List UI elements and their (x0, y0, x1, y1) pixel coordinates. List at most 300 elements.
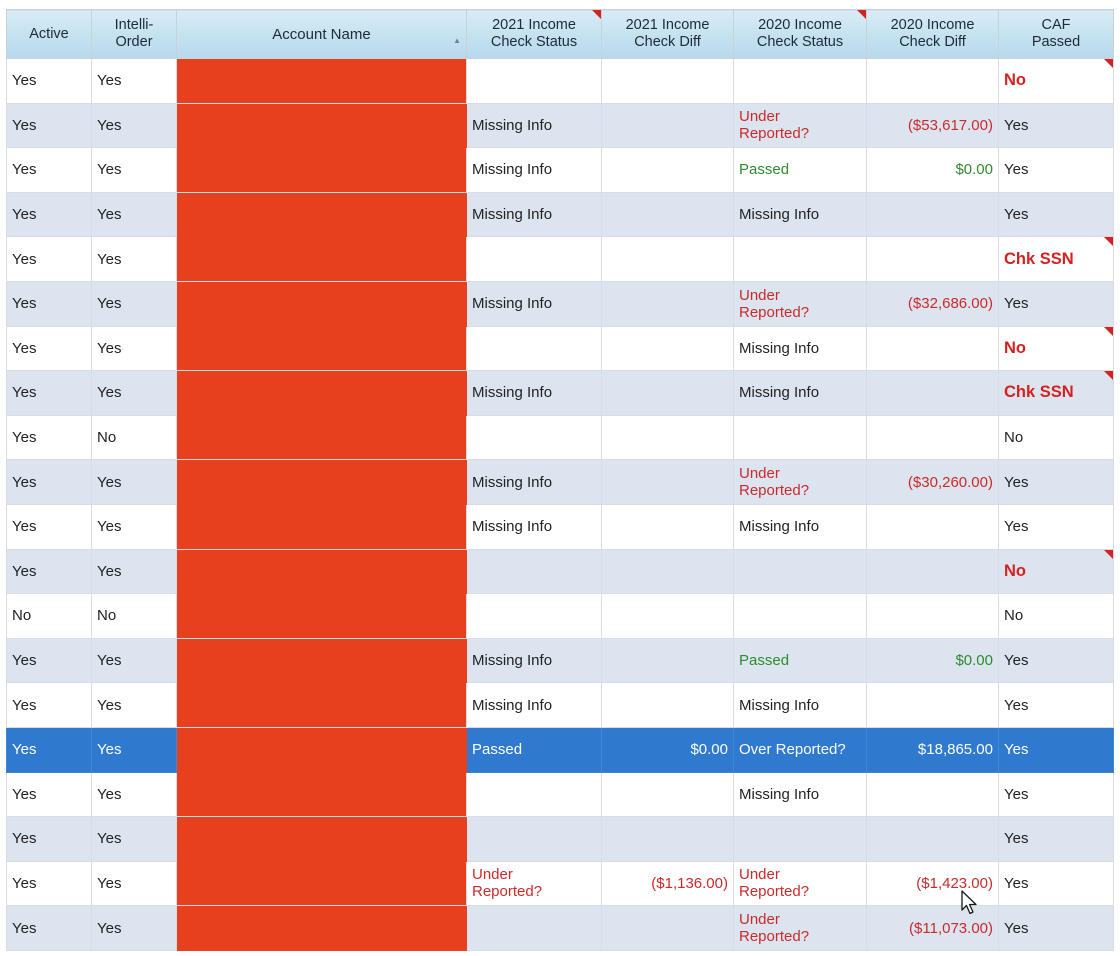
income-2021-status-cell[interactable] (467, 103, 602, 148)
intelli-order-cell-value: Yes (97, 652, 122, 670)
income-2021-status-cell-value: Missing Info (472, 384, 553, 402)
active-cell-value: Yes (12, 919, 37, 937)
table-row[interactable] (7, 817, 1114, 862)
income-2020-diff-cell[interactable] (867, 148, 999, 193)
table-row-selected[interactable] (7, 727, 1114, 772)
income-2020-status-cell[interactable] (734, 460, 867, 505)
caf-passed-cell-value: No (1004, 429, 1024, 447)
caf-passed-cell[interactable] (999, 237, 1114, 282)
income-2020-status-cell[interactable] (734, 192, 867, 237)
income-2020-diff-cell[interactable] (867, 326, 999, 371)
income-2020-status-cell[interactable] (734, 906, 867, 951)
caf-passed-cell[interactable] (999, 371, 1114, 416)
caf-passed-cell-value: No (1004, 561, 1026, 580)
income-2020-diff-cell[interactable] (867, 727, 999, 772)
income-2020-status-cell[interactable] (734, 861, 867, 906)
intelli-order-cell[interactable] (92, 727, 177, 772)
income-2020-status-cell-value: Missing Info (739, 206, 820, 224)
income-2020-status-cell[interactable] (734, 772, 867, 817)
income-2021-status-cell[interactable] (467, 861, 602, 906)
income-2021-status-cell-value: Missing Info (472, 518, 553, 536)
intelli-order-cell-value: Yes (97, 384, 122, 402)
income-2020-diff-cell-value: $18,865.00 (917, 741, 993, 759)
income-2021-diff-cell[interactable] (602, 148, 734, 193)
account-name-cell[interactable] (177, 727, 467, 772)
income-2020-status-cell[interactable] (734, 504, 867, 549)
income-2020-status-cell-value: Missing Info (739, 696, 820, 714)
income-2021-diff-cell[interactable] (602, 772, 734, 817)
active-cell[interactable] (7, 906, 92, 951)
column-header-account-name[interactable] (177, 10, 467, 59)
active-cell[interactable] (7, 59, 92, 104)
table-row[interactable] (7, 415, 1114, 460)
caf-passed-cell-value: Yes (1004, 161, 1029, 179)
caf-passed-cell[interactable] (999, 549, 1114, 594)
income-2020-status-cell-value: Under Reported? (739, 866, 810, 901)
table-row[interactable] (7, 861, 1114, 906)
intelli-order-cell[interactable] (92, 148, 177, 193)
income-2021-diff-cell[interactable] (602, 504, 734, 549)
active-cell-value: Yes (12, 250, 37, 268)
caf-passed-cell-value: Yes (1004, 696, 1029, 714)
intelli-order-cell-value: Yes (97, 473, 122, 491)
income-2020-diff-cell[interactable] (867, 237, 999, 282)
income-2020-diff-cell-value: ($30,260.00) (907, 473, 993, 491)
column-header-label: 2021 Income Check Status (490, 17, 578, 50)
income-2020-status-cell[interactable] (734, 103, 867, 148)
intelli-order-cell[interactable] (92, 371, 177, 416)
comment-flag-icon (1104, 237, 1113, 246)
active-cell-value: Yes (12, 785, 37, 803)
income-2020-diff-cell[interactable] (867, 638, 999, 683)
intelli-order-cell-value: Yes (97, 741, 122, 759)
income-2021-status-cell[interactable] (467, 683, 602, 728)
column-header-caf-passed[interactable] (999, 10, 1114, 59)
intelli-order-cell[interactable] (92, 683, 177, 728)
caf-passed-cell[interactable] (999, 415, 1114, 460)
income-2020-status-cell[interactable] (734, 415, 867, 460)
intelli-order-cell[interactable] (92, 861, 177, 906)
income-2021-diff-cell[interactable] (602, 59, 734, 104)
income-2020-status-cell-value: Passed (739, 652, 790, 670)
income-2021-status-cell[interactable] (467, 906, 602, 951)
table-row[interactable] (7, 326, 1114, 371)
income-2020-status-cell[interactable] (734, 148, 867, 193)
intelli-order-cell-value: Yes (97, 206, 122, 224)
income-2020-status-cell[interactable] (734, 817, 867, 862)
income-2020-status-cell[interactable] (734, 281, 867, 326)
income-2020-status-cell[interactable] (734, 727, 867, 772)
income-2021-status-cell-value: Passed (472, 741, 523, 759)
income-2020-status-cell[interactable] (734, 237, 867, 282)
intelli-order-cell-value: Yes (97, 919, 122, 937)
income-2020-diff-cell[interactable] (867, 371, 999, 416)
income-2021-status-cell[interactable] (467, 594, 602, 639)
income-2020-status-cell-value: Under Reported? (739, 108, 810, 143)
active-cell[interactable] (7, 727, 92, 772)
intelli-order-cell[interactable] (92, 817, 177, 862)
active-cell[interactable] (7, 371, 92, 416)
caf-passed-cell[interactable] (999, 772, 1114, 817)
active-cell-value: Yes (12, 384, 37, 402)
income-2021-diff-cell[interactable] (602, 460, 734, 505)
caf-passed-cell[interactable] (999, 59, 1114, 104)
account-name-cell[interactable] (177, 460, 467, 505)
intelli-order-cell[interactable] (92, 192, 177, 237)
column-header-active[interactable] (7, 10, 92, 59)
comment-flag-icon (1104, 371, 1113, 380)
income-2021-status-cell-value: Missing Info (472, 116, 553, 134)
account-name-cell[interactable] (177, 103, 467, 148)
income-2021-diff-cell[interactable] (602, 326, 734, 371)
caf-passed-cell-value: Yes (1004, 116, 1029, 134)
comment-flag-icon (1104, 327, 1113, 336)
caf-passed-cell[interactable] (999, 727, 1114, 772)
table-row[interactable] (7, 59, 1114, 104)
income-2021-diff-cell[interactable] (602, 281, 734, 326)
income-2020-status-cell-value: Missing Info (739, 785, 820, 803)
income-2021-status-cell[interactable] (467, 237, 602, 282)
caf-passed-cell-value: No (1004, 71, 1026, 90)
active-cell-value: Yes (12, 161, 37, 179)
income-2020-diff-cell[interactable] (867, 281, 999, 326)
caf-passed-cell-value: Yes (1004, 741, 1029, 759)
active-cell[interactable] (7, 817, 92, 862)
intelli-order-cell[interactable] (92, 906, 177, 951)
intelli-order-cell-value: No (97, 429, 117, 447)
column-header-label: Active (29, 25, 69, 42)
intelli-order-cell-value: Yes (97, 785, 122, 803)
column-header-2020-income-check-diff[interactable] (867, 10, 999, 59)
income-2021-status-cell[interactable] (467, 772, 602, 817)
income-2021-diff-cell[interactable] (602, 192, 734, 237)
income-2020-status-cell-value: Missing Info (739, 518, 820, 536)
intelli-order-cell[interactable] (92, 460, 177, 505)
caf-passed-cell-value: Yes (1004, 652, 1029, 670)
account-name-cell[interactable] (177, 371, 467, 416)
caf-passed-cell-value: No (1004, 607, 1024, 625)
active-cell[interactable] (7, 192, 92, 237)
income-2021-diff-cell[interactable] (602, 371, 734, 416)
caf-passed-cell-value: Yes (1004, 919, 1029, 937)
income-2020-diff-cell[interactable] (867, 415, 999, 460)
column-header-intelli-order[interactable] (92, 10, 177, 59)
account-name-cell[interactable] (177, 683, 467, 728)
income-2020-status-cell[interactable] (734, 371, 867, 416)
income-2021-status-cell[interactable] (467, 549, 602, 594)
income-2020-diff-cell[interactable] (867, 683, 999, 728)
active-cell-value: Yes (12, 830, 37, 848)
caf-passed-cell-value: Yes (1004, 473, 1029, 491)
account-name-cell[interactable] (177, 237, 467, 282)
income-2020-status-cell-value: Under Reported? (739, 911, 810, 946)
account-name-cell[interactable] (177, 415, 467, 460)
column-header-label: 2021 Income Check Diff (625, 17, 710, 50)
active-cell[interactable] (7, 237, 92, 282)
income-2020-status-cell[interactable] (734, 683, 867, 728)
income-2021-status-cell-value: Missing Info (472, 295, 553, 313)
income-2020-diff-cell-value: ($11,073.00) (909, 919, 993, 937)
intelli-order-cell-value: Yes (97, 874, 122, 892)
income-2020-status-cell-value: Under Reported? (739, 465, 810, 500)
income-2020-diff-cell[interactable] (867, 817, 999, 862)
income-2020-diff-cell[interactable] (867, 504, 999, 549)
active-cell-value: Yes (12, 429, 37, 447)
account-name-cell[interactable] (177, 59, 467, 104)
income-2021-diff-cell[interactable] (602, 549, 734, 594)
intelli-order-cell-value: Yes (97, 72, 122, 90)
income-2021-diff-cell[interactable] (602, 237, 734, 282)
active-cell-value: Yes (12, 874, 37, 892)
intelli-order-cell[interactable] (92, 59, 177, 104)
intelli-order-cell-value: Yes (97, 518, 122, 536)
column-header-label: CAF Passed (1031, 17, 1081, 50)
table-row[interactable] (7, 371, 1114, 416)
header-row (7, 10, 1114, 59)
income-2020-diff-cell-value: $0.00 (955, 652, 993, 670)
income-2021-diff-cell[interactable] (602, 638, 734, 683)
comment-flag-icon (1104, 550, 1113, 559)
intelli-order-cell[interactable] (92, 504, 177, 549)
caf-passed-cell-value: Yes (1004, 830, 1029, 848)
table-row[interactable] (7, 192, 1114, 237)
caf-passed-cell-value: Yes (1004, 518, 1029, 536)
caf-passed-cell[interactable] (999, 683, 1114, 728)
income-2021-status-cell[interactable] (467, 371, 602, 416)
income-2020-diff-cell[interactable] (867, 59, 999, 104)
income-2021-status-cell-value: Missing Info (472, 161, 553, 179)
account-name-cell[interactable] (177, 148, 467, 193)
active-cell-value: Yes (12, 562, 37, 580)
active-cell-value: Yes (12, 206, 37, 224)
income-2021-status-cell[interactable] (467, 281, 602, 326)
column-header-2021-income-check-diff[interactable] (602, 10, 734, 59)
active-cell[interactable] (7, 594, 92, 639)
income-2021-status-cell-value: Under Reported? (472, 866, 543, 901)
income-2020-status-cell-value: Passed (739, 161, 790, 179)
column-header-2020-income-check-status[interactable] (734, 10, 867, 59)
active-cell-value: No (12, 607, 32, 625)
income-2021-diff-cell[interactable] (602, 906, 734, 951)
income-2021-status-cell-value: Missing Info (472, 696, 553, 714)
active-cell[interactable] (7, 326, 92, 371)
active-cell[interactable] (7, 772, 92, 817)
account-name-cell[interactable] (177, 861, 467, 906)
income-2021-status-cell-value: Missing Info (472, 652, 553, 670)
active-cell[interactable] (7, 683, 92, 728)
active-cell[interactable] (7, 103, 92, 148)
caf-passed-cell[interactable] (999, 638, 1114, 683)
intelli-order-cell-value: Yes (97, 830, 122, 848)
table-row[interactable] (7, 594, 1114, 639)
table-row[interactable] (7, 281, 1114, 326)
intelli-order-cell[interactable] (92, 237, 177, 282)
table-row[interactable] (7, 103, 1114, 148)
income-2020-status-cell[interactable] (734, 326, 867, 371)
table-row[interactable] (7, 638, 1114, 683)
income-2020-diff-cell[interactable] (867, 772, 999, 817)
column-header-label: Intelli- Order (114, 17, 154, 50)
intelli-order-cell[interactable] (92, 549, 177, 594)
income-2020-status-cell-value: Missing Info (739, 339, 820, 357)
intelli-order-cell-value: No (97, 607, 117, 625)
column-header-label: 2020 Income Check Status (756, 17, 844, 50)
income-2020-diff-cell-value: ($32,686.00) (907, 295, 993, 313)
income-2021-status-cell[interactable] (467, 326, 602, 371)
caf-passed-cell[interactable] (999, 192, 1114, 237)
account-name-cell[interactable] (177, 817, 467, 862)
active-cell-value: Yes (12, 72, 37, 90)
income-2021-status-cell[interactable] (467, 415, 602, 460)
income-2021-diff-cell[interactable] (602, 817, 734, 862)
intelli-order-cell[interactable] (92, 772, 177, 817)
mouse-pointer-icon (960, 890, 980, 916)
intelli-order-cell[interactable] (92, 638, 177, 683)
income-2021-status-cell[interactable] (467, 192, 602, 237)
income-2021-diff-cell[interactable] (602, 683, 734, 728)
active-cell-value: Yes (12, 473, 37, 491)
active-cell-value: Yes (12, 696, 37, 714)
intelli-order-cell-value: Yes (97, 250, 122, 268)
income-2021-status-cell[interactable] (467, 460, 602, 505)
column-header-label: 2020 Income Check Diff (890, 17, 975, 50)
intelli-order-cell[interactable] (92, 103, 177, 148)
income-2021-status-cell[interactable] (467, 727, 602, 772)
active-cell[interactable] (7, 504, 92, 549)
account-name-cell[interactable] (177, 594, 467, 639)
table-row[interactable] (7, 148, 1114, 193)
income-2020-diff-cell[interactable] (867, 103, 999, 148)
account-name-cell[interactable] (177, 504, 467, 549)
account-name-cell[interactable] (177, 906, 467, 951)
intelli-order-cell[interactable] (92, 281, 177, 326)
header-flag-icon (592, 10, 601, 19)
income-2021-diff-cell[interactable] (602, 415, 734, 460)
account-name-cell[interactable] (177, 281, 467, 326)
active-cell-value: Yes (12, 652, 37, 670)
intelli-order-cell-value: Yes (97, 339, 122, 357)
comment-flag-icon (1104, 59, 1113, 68)
caf-passed-cell[interactable] (999, 594, 1114, 639)
income-2020-diff-cell-value: $0.00 (955, 161, 993, 179)
income-2021-status-cell[interactable] (467, 817, 602, 862)
caf-passed-cell-value: Yes (1004, 874, 1029, 892)
income-2020-status-cell-value: Over Reported? (739, 741, 846, 759)
active-cell[interactable] (7, 281, 92, 326)
income-2021-status-cell[interactable] (467, 148, 602, 193)
table-row[interactable] (7, 504, 1114, 549)
active-cell[interactable] (7, 460, 92, 505)
active-cell[interactable] (7, 415, 92, 460)
income-2021-diff-cell[interactable] (602, 727, 734, 772)
income-2020-status-cell[interactable] (734, 638, 867, 683)
accounts-grid (6, 9, 1114, 951)
intelli-order-cell[interactable] (92, 415, 177, 460)
income-2021-status-cell-value: Missing Info (472, 206, 553, 224)
income-2020-status-cell-value: Under Reported? (739, 286, 810, 321)
caf-passed-cell[interactable] (999, 504, 1114, 549)
income-2020-status-cell[interactable] (734, 59, 867, 104)
caf-passed-cell-value: No (1004, 338, 1026, 357)
caf-passed-cell-value: Yes (1004, 295, 1029, 313)
header-flag-icon (857, 10, 866, 19)
table-row[interactable] (7, 549, 1114, 594)
table-row[interactable] (7, 906, 1114, 951)
income-2020-diff-cell[interactable] (867, 594, 999, 639)
active-cell[interactable] (7, 638, 92, 683)
income-2020-diff-cell[interactable] (867, 549, 999, 594)
table-row[interactable] (7, 683, 1114, 728)
income-2020-diff-cell-value: ($1,423.00) (916, 874, 993, 892)
income-2021-diff-cell[interactable] (602, 103, 734, 148)
income-2020-diff-cell[interactable] (867, 460, 999, 505)
caf-passed-cell[interactable] (999, 817, 1114, 862)
intelli-order-cell[interactable] (92, 326, 177, 371)
intelli-order-cell-value: Yes (97, 295, 122, 313)
active-cell-value: Yes (12, 116, 37, 134)
income-2021-status-cell-value: Missing Info (472, 473, 553, 491)
income-2020-status-cell[interactable] (734, 594, 867, 639)
column-header-2021-income-check-status[interactable] (467, 10, 602, 59)
column-header-label: Account Name (272, 25, 371, 43)
income-2021-status-cell[interactable] (467, 638, 602, 683)
table-row[interactable] (7, 460, 1114, 505)
caf-passed-cell[interactable] (999, 460, 1114, 505)
caf-passed-cell[interactable] (999, 861, 1114, 906)
active-cell-value: Yes (12, 295, 37, 313)
income-2020-status-cell-value: Missing Info (739, 384, 820, 402)
account-name-cell[interactable] (177, 638, 467, 683)
active-cell-value: Yes (12, 339, 37, 357)
active-cell[interactable] (7, 861, 92, 906)
intelli-order-cell-value: Yes (97, 562, 122, 580)
account-name-cell[interactable] (177, 326, 467, 371)
table-row[interactable] (7, 772, 1114, 817)
income-2021-diff-cell-value: $0.00 (690, 741, 728, 759)
caf-passed-cell-value: Chk SSN (1004, 249, 1074, 268)
account-name-cell[interactable] (177, 772, 467, 817)
active-cell-value: Yes (12, 741, 37, 759)
intelli-order-cell-value: Yes (97, 696, 122, 714)
account-name-cell[interactable] (177, 549, 467, 594)
table-row[interactable] (7, 237, 1114, 282)
income-2020-diff-cell-value: ($53,617.00) (907, 116, 993, 134)
caf-passed-cell[interactable] (999, 326, 1114, 371)
income-2021-status-cell[interactable] (467, 59, 602, 104)
intelli-order-cell[interactable] (92, 594, 177, 639)
caf-passed-cell[interactable] (999, 148, 1114, 193)
income-2020-status-cell[interactable] (734, 549, 867, 594)
caf-passed-cell-value: Chk SSN (1004, 383, 1074, 402)
income-2021-diff-cell[interactable] (602, 594, 734, 639)
intelli-order-cell-value: Yes (97, 116, 122, 134)
income-2021-diff-cell[interactable] (602, 861, 734, 906)
active-cell-value: Yes (12, 518, 37, 536)
active-cell[interactable] (7, 148, 92, 193)
income-2020-diff-cell[interactable] (867, 192, 999, 237)
caf-passed-cell[interactable] (999, 281, 1114, 326)
grid-body (7, 59, 1114, 951)
income-2021-status-cell[interactable] (467, 504, 602, 549)
caf-passed-cell-value: Yes (1004, 206, 1029, 224)
intelli-order-cell-value: Yes (97, 161, 122, 179)
caf-passed-cell[interactable] (999, 103, 1114, 148)
active-cell[interactable] (7, 549, 92, 594)
caf-passed-cell[interactable] (999, 906, 1114, 951)
income-2021-diff-cell-value: ($1,136.00) (651, 874, 728, 892)
account-name-cell[interactable] (177, 192, 467, 237)
caf-passed-cell-value: Yes (1004, 785, 1029, 803)
